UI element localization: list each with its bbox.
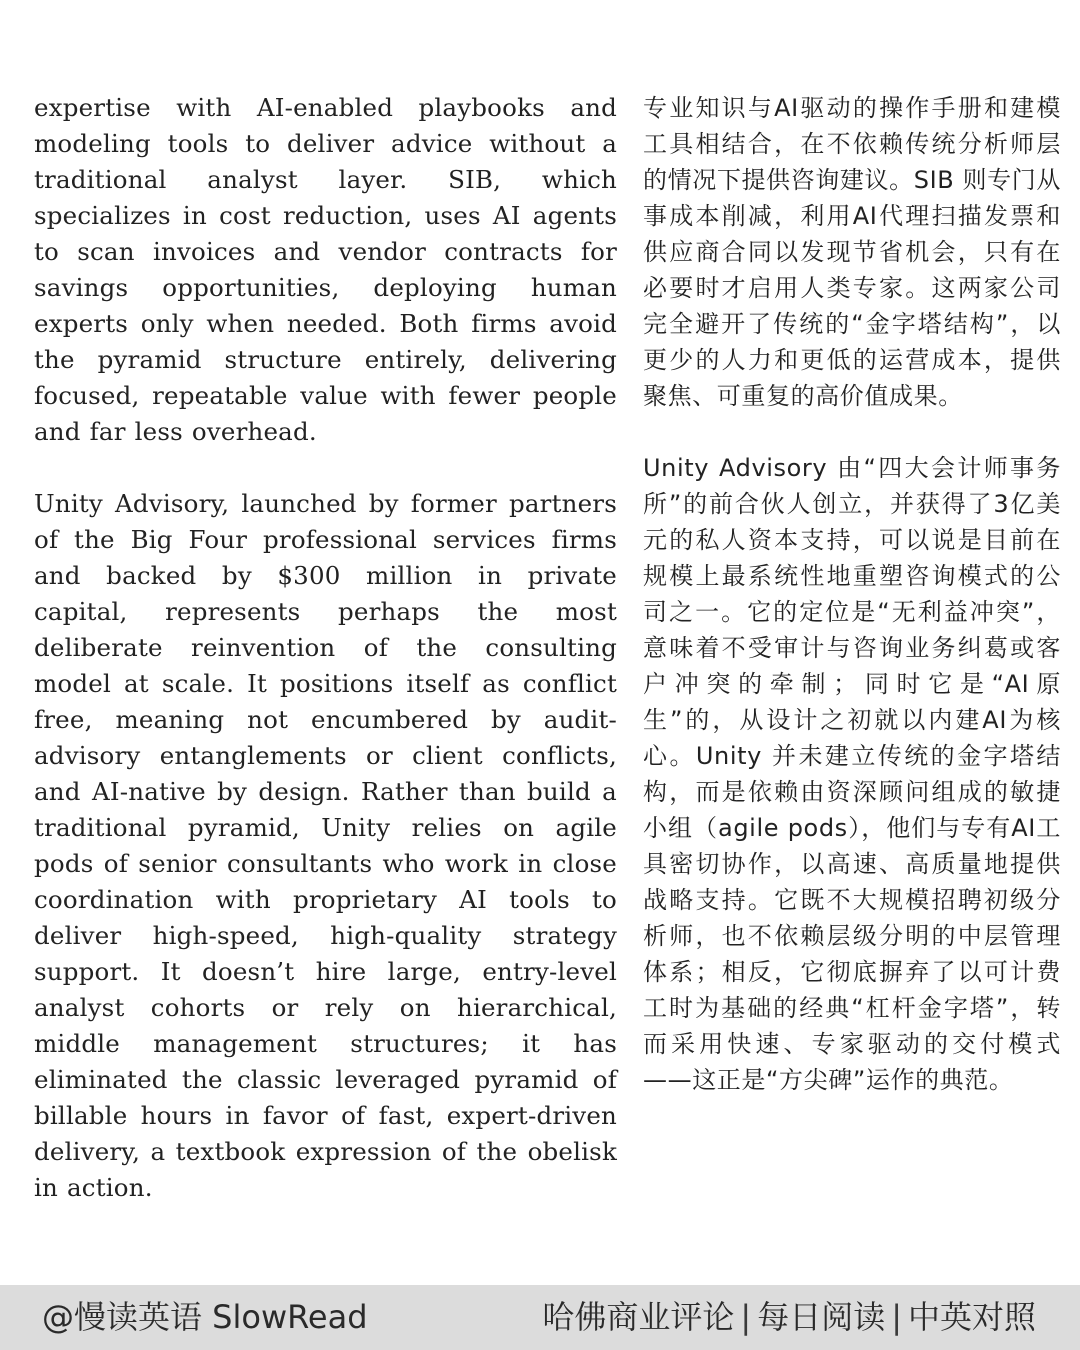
bilingual-article	[0, 90, 1080, 1270]
footer-bar	[0, 1285, 1080, 1350]
tag-separator: |	[891, 1298, 902, 1336]
english-column	[34, 90, 617, 1242]
chinese-paragraph-2: Unity Advisory 由“四大会计师事务所”的前合伙人创立，并获得了3亿美元的私人资本支持，可以说是目前在规模上最系统性地重塑咨询模式的公司之一。它的定位是“无利益冲突”，意味着不受审计与咨询业务纠葛或客户冲突的牵制；同时它是“AI原生”的，从设计之初就以内建AI为核心。Unity 并未建立传统的金字塔结构，而是依赖由资深顾问组成的敏捷小组（agile pods），他们与专有AI工具密切协作，以高速、高质量地提供战略支持。它既不大规模招聘初级分析师，也不依赖层级分明的中层管理体系；相反，它彻底摒弃了以可计费工时为基础的经典“杠杆金字塔”，转而采用快速、专家驱动的交付模式——这正是“方尖碑”运作的典范。	[643, 454, 1061, 1094]
account-handle: @慢读英语 SlowRead	[42, 1298, 368, 1336]
chinese-paragraph-1: 专业知识与AI驱动的操作手册和建模工具相结合，在不依赖传统分析师层的情况下提供咨询建议。SIB 则专门从事成本削减，利用AI代理扫描发票和供应商合同以发现节省机会，只有在必要时才启用人类专家。这两家公司完全避开了传统的“金字塔结构”，以更少的人力和更低的运营成本，提供聚焦、可重复的高价值成果。	[643, 94, 1061, 410]
tag-source: 哈佛商业评论	[542, 1298, 735, 1336]
chinese-column	[643, 90, 1061, 1134]
english-paragraph-2: Unity Advisory, launched by former partners of the Big Four professional services firms and backed by $300 million in private capital, represents perhaps the most deliberate reinvention of the consulting model at scale. It positions itself as conflict free, meaning not encumbered by audit-advisory entanglements or client conflicts, and AI-native by design. Rather than build a traditional pyramid, Unity relies on agile pods of senior consultants who work in close coordination with proprietary AI tools to deliver high-speed, high-quality strategy support. It doesn’t hire large, entry-level analyst cohorts or rely on hierarchical, middle management structures; it has eliminated the classic leveraged pyramid of billable hours in favor of fast, expert-driven delivery, a textbook expression of the obelisk in action.	[34, 489, 617, 1202]
tag-bilingual: 中英对照	[907, 1298, 1036, 1336]
tag-separator: |	[740, 1298, 752, 1336]
footer-tags	[542, 1297, 1036, 1337]
english-paragraph-1: expertise with AI-enabled playbooks and modeling tools to deliver advice without a traditional analyst layer. SIB, which specializes in cost reduction, uses AI agents to scan invoices and vendor contracts for savings opportunities, deploying human experts only when needed. Both firms avoid the pyramid structure entirely, delivering focused, repeatable value with fewer people and far less overhead.	[34, 93, 617, 446]
tag-daily-reading: 每日阅读	[757, 1298, 886, 1336]
